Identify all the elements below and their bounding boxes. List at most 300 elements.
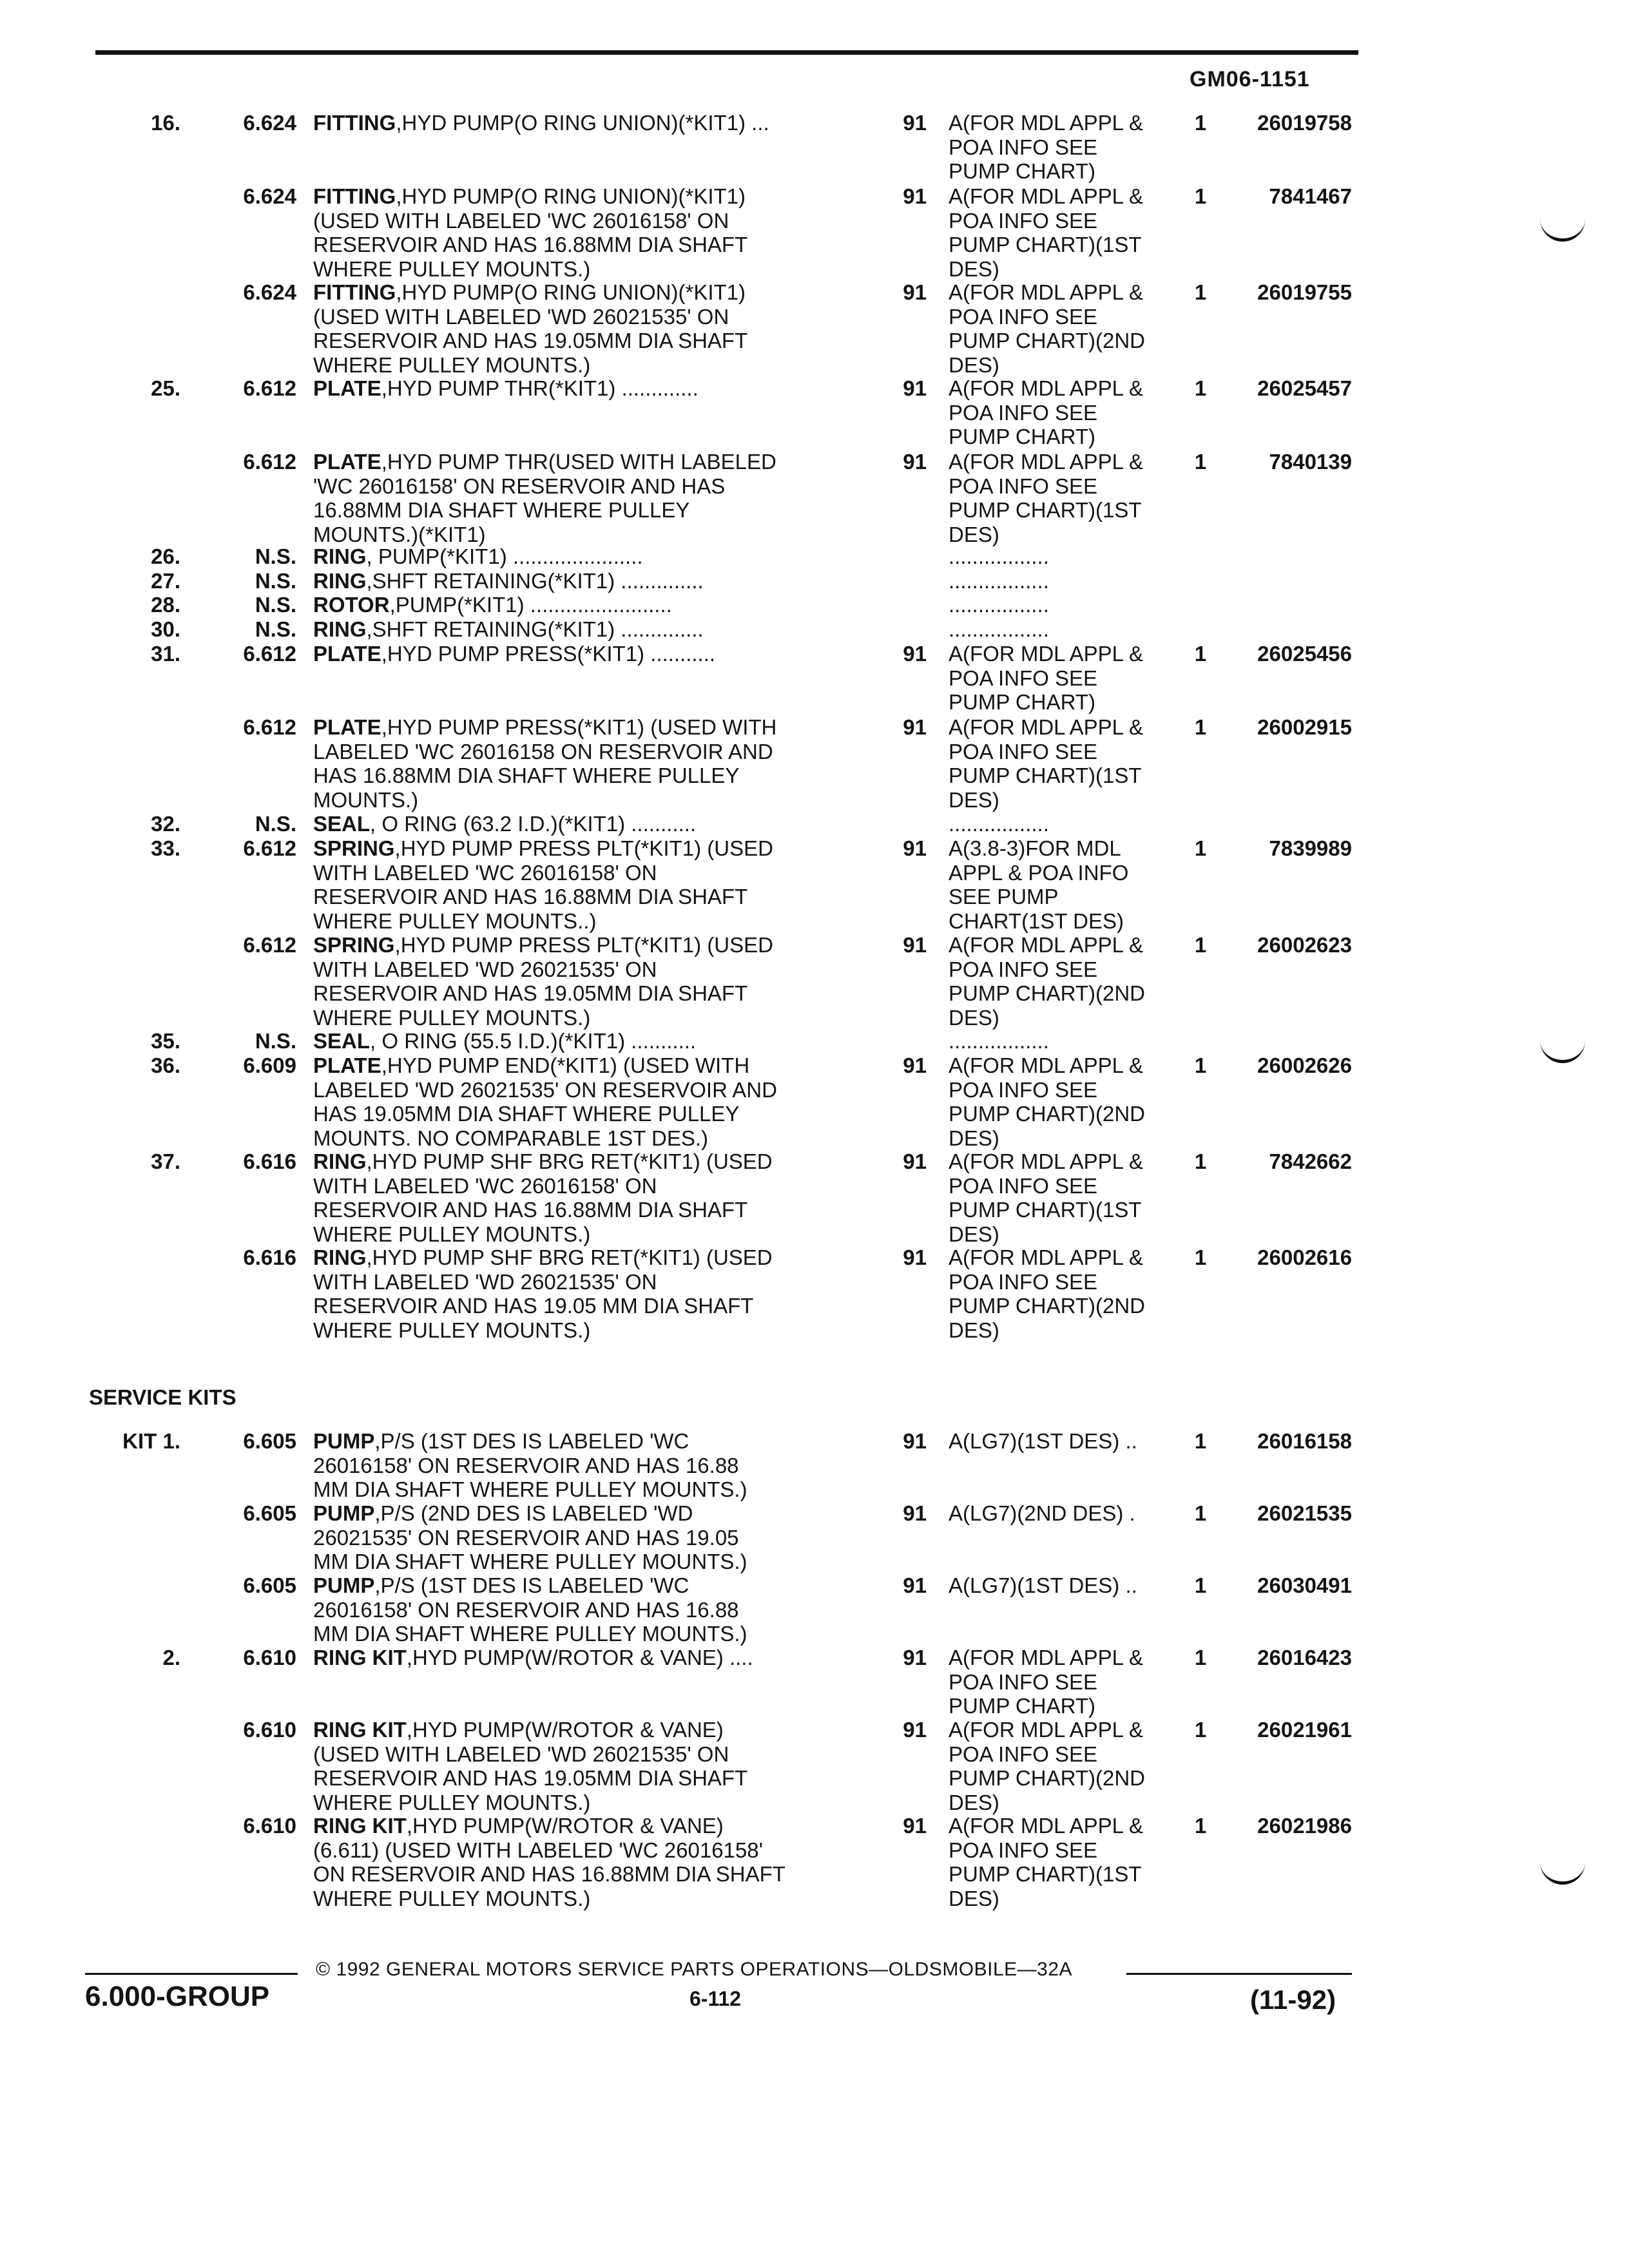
part-name: FITTING xyxy=(313,111,396,135)
part-description xyxy=(313,1029,874,1053)
description-line: , O RING (63.2 I.D.)(*KIT1) ........... xyxy=(370,812,697,836)
application-line: PUMP CHART) xyxy=(949,690,1095,714)
application-line: PUMP CHART)(2ND xyxy=(949,1766,1145,1790)
application-line: A(LG7)(1ST DES) .. xyxy=(949,1573,1137,1597)
description-line: WITH LABELED 'WC 26016158' ON xyxy=(313,860,657,885)
part-name: PUMP xyxy=(313,1501,375,1525)
part-number: 7840139 xyxy=(1269,450,1352,474)
group-number: 6.624 xyxy=(243,280,296,304)
description-line: WHERE PULLEY MOUNTS.) xyxy=(313,352,591,377)
application-line: POA INFO SEE xyxy=(949,1742,1098,1766)
model-year: 91 xyxy=(903,1646,927,1669)
quantity: 1 xyxy=(1194,1501,1207,1525)
part-description xyxy=(313,1814,874,1910)
application xyxy=(949,1149,1168,1246)
part-description xyxy=(313,544,874,569)
part-description xyxy=(313,569,874,593)
group-number: 6.612 xyxy=(243,450,296,474)
application-line: PUMP CHART)(1ST xyxy=(949,233,1142,256)
part-name: PUMP xyxy=(313,1429,375,1453)
group-number: 6.605 xyxy=(243,1429,296,1453)
description-line: ,P/S (1ST DES IS LABELED 'WC xyxy=(374,1429,689,1453)
part-name: FITTING xyxy=(313,280,396,304)
part-description xyxy=(313,1429,874,1502)
description-line: WHERE PULLEY MOUNTS.) xyxy=(313,1222,591,1246)
description-line: ,HYD PUMP THR(*KIT1) ............. xyxy=(381,376,699,400)
model-year: 91 xyxy=(903,1149,927,1173)
part-description xyxy=(313,617,874,642)
description-line: 26021535' ON RESERVOIR AND HAS 19.05 xyxy=(313,1525,739,1550)
application xyxy=(949,1718,1168,1814)
part-number: 26025457 xyxy=(1257,376,1352,400)
group-number: 6.612 xyxy=(243,836,296,860)
group-number: 6.616 xyxy=(243,1149,296,1173)
item-reference: 27. xyxy=(151,569,180,593)
part-number: 26021961 xyxy=(1257,1718,1352,1742)
application xyxy=(949,376,1168,449)
part-number: 26002915 xyxy=(1257,715,1352,739)
part-name: RING xyxy=(313,1245,367,1269)
part-number: 26002626 xyxy=(1257,1053,1352,1077)
part-description xyxy=(313,450,874,546)
item-reference: 37. xyxy=(151,1149,180,1173)
application xyxy=(949,1029,1168,1053)
description-line: ON RESERVOIR AND HAS 16.88MM DIA SHAFT xyxy=(313,1862,786,1886)
description-line: WHERE PULLEY MOUNTS.) xyxy=(313,1318,591,1342)
application-line: A(FOR MDL APPL & xyxy=(949,184,1143,208)
application-line: POA INFO SEE xyxy=(949,1669,1098,1694)
application-line: A(FOR MDL APPL & xyxy=(949,111,1143,135)
model-year: 91 xyxy=(903,376,927,400)
item-reference: 33. xyxy=(151,836,180,860)
quantity: 1 xyxy=(1194,836,1207,860)
group-number: 6.612 xyxy=(243,376,296,400)
part-name: PLATE xyxy=(313,1053,381,1077)
description-line: WHERE PULLEY MOUNTS.) xyxy=(313,1005,591,1030)
description-line: ,HYD PUMP PRESS PLT(*KIT1) (USED xyxy=(394,933,773,957)
model-year: 91 xyxy=(903,184,927,208)
quantity: 1 xyxy=(1194,1718,1207,1742)
part-name: SPRING xyxy=(313,836,395,860)
part-description xyxy=(313,642,874,666)
description-line: WITH LABELED 'WD 26021535' ON xyxy=(313,1269,657,1294)
part-description xyxy=(313,715,874,812)
group-number: 6.609 xyxy=(243,1053,296,1077)
part-name: SEAL xyxy=(313,1029,371,1053)
description-line: HAS 16.88MM DIA SHAFT WHERE PULLEY xyxy=(313,764,740,787)
application-line: DES) xyxy=(949,256,999,281)
item-reference: KIT 1. xyxy=(122,1429,180,1453)
description-line: ,HYD PUMP SHF BRG RET(*KIT1) (USED xyxy=(366,1245,773,1269)
group-number: N.S. xyxy=(255,812,296,836)
application-line: POA INFO SEE xyxy=(949,1173,1098,1198)
description-line: ,HYD PUMP END(*KIT1) (USED WITH xyxy=(381,1053,750,1077)
application-line: A(FOR MDL APPL & xyxy=(949,376,1143,400)
description-line: ,HYD PUMP SHF BRG RET(*KIT1) (USED xyxy=(366,1149,773,1173)
group-number: 6.605 xyxy=(243,1501,296,1525)
description-line: ,HYD PUMP(W/ROTOR & VANE) .... xyxy=(406,1646,753,1669)
part-description xyxy=(313,933,874,1030)
item-reference: 30. xyxy=(151,617,180,641)
application-line: POA INFO SEE xyxy=(949,135,1098,159)
document-id: GM06-1151 xyxy=(1190,67,1310,91)
part-name: RING KIT xyxy=(313,1718,407,1742)
quantity: 1 xyxy=(1194,1814,1207,1838)
part-number: 26025456 xyxy=(1257,642,1352,666)
description-line: MM DIA SHAFT WHERE PULLEY MOUNTS.) xyxy=(313,1550,747,1573)
item-reference: 16. xyxy=(151,111,180,135)
quantity: 1 xyxy=(1194,1245,1207,1269)
description-line: WHERE PULLEY MOUNTS.) xyxy=(313,1790,591,1814)
application-line: A(3.8-3)FOR MDL xyxy=(949,836,1121,860)
application xyxy=(949,1245,1168,1342)
group-number: 6.610 xyxy=(243,1814,296,1838)
part-description xyxy=(313,1646,874,1670)
model-year: 91 xyxy=(903,450,927,474)
part-name: SPRING xyxy=(313,933,395,957)
part-description xyxy=(313,111,874,135)
application-line: APPL & POA INFO xyxy=(949,860,1129,885)
part-number: 7842662 xyxy=(1269,1149,1352,1173)
part-description xyxy=(313,1053,874,1150)
part-name: PLATE xyxy=(313,450,381,474)
part-number: 26016423 xyxy=(1257,1646,1352,1669)
item-reference: 31. xyxy=(151,642,180,666)
model-year: 91 xyxy=(903,1573,927,1597)
application-line: ................. xyxy=(949,617,1049,641)
application-line: PUMP CHART)(1ST xyxy=(949,764,1142,787)
quantity: 1 xyxy=(1194,1053,1207,1077)
description-line: 26016158' ON RESERVOIR AND HAS 16.88 xyxy=(313,1453,739,1477)
description-line: (6.611) (USED WITH LABELED 'WC 26016158' xyxy=(313,1838,763,1862)
description-line: ,HYD PUMP PRESS(*KIT1) ........... xyxy=(381,642,716,666)
group-number: N.S. xyxy=(255,617,296,641)
quantity: 1 xyxy=(1194,1573,1207,1597)
application xyxy=(949,1573,1168,1598)
application xyxy=(949,933,1168,1030)
part-name: PUMP xyxy=(313,1573,375,1597)
application-line: POA INFO SEE xyxy=(949,304,1098,329)
footer-rule-left xyxy=(85,1973,298,1975)
application xyxy=(949,642,1168,715)
application-line: PUMP CHART)(2ND xyxy=(949,981,1145,1005)
application-line: A(FOR MDL APPL & xyxy=(949,450,1143,474)
application-line: POA INFO SEE xyxy=(949,666,1098,690)
application xyxy=(949,280,1168,377)
application-line: POA INFO SEE xyxy=(949,400,1098,425)
application-line: A(FOR MDL APPL & xyxy=(949,1245,1143,1269)
description-line: WHERE PULLEY MOUNTS.) xyxy=(313,1886,591,1910)
part-name: RING xyxy=(313,617,367,641)
part-name: RING xyxy=(313,569,367,593)
application-line: PUMP CHART) xyxy=(949,425,1095,448)
model-year: 91 xyxy=(903,836,927,860)
application xyxy=(949,1053,1168,1150)
application-line: A(FOR MDL APPL & xyxy=(949,1053,1143,1077)
quantity: 1 xyxy=(1194,280,1207,304)
model-year: 91 xyxy=(903,1814,927,1838)
application-line: A(LG7)(1ST DES) .. xyxy=(949,1429,1137,1453)
application-line: POA INFO SEE xyxy=(949,739,1098,764)
part-name: ROTOR xyxy=(313,593,390,617)
description-line: ,P/S (1ST DES IS LABELED 'WC xyxy=(374,1573,689,1597)
group-number: N.S. xyxy=(255,544,296,568)
group-number: N.S. xyxy=(255,593,296,617)
part-description xyxy=(313,1501,874,1574)
description-line: HAS 19.05MM DIA SHAFT WHERE PULLEY xyxy=(313,1102,740,1126)
part-number: 26030491 xyxy=(1257,1573,1352,1597)
application-line: A(FOR MDL APPL & xyxy=(949,1718,1143,1742)
model-year: 91 xyxy=(903,1245,927,1269)
group-number: 6.612 xyxy=(243,933,296,957)
application-line: SEE PUMP xyxy=(949,885,1059,908)
application-line: DES) xyxy=(949,1005,999,1030)
item-reference: 26. xyxy=(151,544,180,568)
item-reference: 2. xyxy=(162,1646,180,1669)
description-line: ,HYD PUMP(O RING UNION)(*KIT1) ... xyxy=(396,111,769,135)
quantity: 1 xyxy=(1194,184,1207,208)
item-reference: 35. xyxy=(151,1029,180,1053)
application-line: POA INFO SEE xyxy=(949,474,1098,498)
description-line: ,HYD PUMP(W/ROTOR & VANE) xyxy=(406,1814,724,1838)
application-line: A(FOR MDL APPL & xyxy=(949,1149,1143,1173)
part-number: 26019758 xyxy=(1257,111,1352,135)
part-number: 26019755 xyxy=(1257,280,1352,304)
group-number: 6.624 xyxy=(243,184,296,208)
part-number: 26002623 xyxy=(1257,933,1352,957)
part-description xyxy=(313,280,874,377)
group-number: 6.610 xyxy=(243,1646,296,1669)
description-line: , PUMP(*KIT1) ...................... xyxy=(366,544,643,568)
application xyxy=(949,184,1168,281)
item-reference: 32. xyxy=(151,812,180,836)
quantity: 1 xyxy=(1194,111,1207,135)
part-name: FITTING xyxy=(313,184,396,208)
group-number: N.S. xyxy=(255,569,296,593)
application-line: A(FOR MDL APPL & xyxy=(949,1646,1143,1669)
application-line: A(FOR MDL APPL & xyxy=(949,642,1143,666)
description-line: ,HYD PUMP PRESS(*KIT1) (USED WITH xyxy=(381,715,777,739)
quantity: 1 xyxy=(1194,450,1207,474)
application xyxy=(949,1646,1168,1718)
description-line: (USED WITH LABELED 'WC 26016158' ON xyxy=(313,208,729,233)
application-line: POA INFO SEE xyxy=(949,1077,1098,1102)
description-line: MOUNTS.)(*KIT1) xyxy=(313,522,486,546)
part-description xyxy=(313,1149,874,1246)
application-line: ................. xyxy=(949,593,1049,617)
part-name: RING KIT xyxy=(313,1646,407,1669)
description-line: RESERVOIR AND HAS 16.88MM DIA SHAFT xyxy=(313,885,748,908)
model-year: 91 xyxy=(903,1718,927,1742)
part-name: PLATE xyxy=(313,642,381,666)
part-number: 26002616 xyxy=(1257,1245,1352,1269)
part-name: PLATE xyxy=(313,376,381,400)
application-line: PUMP CHART)(1ST xyxy=(949,1862,1142,1886)
group-number: 6.624 xyxy=(243,111,296,135)
footer-date: (11-92) xyxy=(1250,1984,1336,2015)
application-line: PUMP CHART)(2ND xyxy=(949,329,1145,352)
model-year: 91 xyxy=(903,933,927,957)
item-reference: 28. xyxy=(151,593,180,617)
description-line: ,HYD PUMP(W/ROTOR & VANE) xyxy=(406,1718,724,1742)
application xyxy=(949,544,1168,569)
application-line: DES) xyxy=(949,1222,999,1246)
application-line: PUMP CHART)(1ST xyxy=(949,1198,1142,1222)
quantity: 1 xyxy=(1194,1429,1207,1453)
part-description xyxy=(313,376,874,401)
application-line: A(LG7)(2ND DES) . xyxy=(949,1501,1135,1525)
model-year: 91 xyxy=(903,280,927,304)
application-line: DES) xyxy=(949,1318,999,1342)
application-line: DES) xyxy=(949,522,999,546)
part-description xyxy=(313,593,874,617)
description-line: MOUNTS.) xyxy=(313,787,419,812)
description-line: RESERVOIR AND HAS 19.05MM DIA SHAFT xyxy=(313,329,748,352)
item-reference: 25. xyxy=(151,376,180,400)
description-line: MM DIA SHAFT WHERE PULLEY MOUNTS.) xyxy=(313,1477,747,1501)
application-line: PUMP CHART) xyxy=(949,159,1095,183)
application xyxy=(949,836,1168,933)
group-number: 6.605 xyxy=(243,1573,296,1597)
description-line: ,HYD PUMP THR(USED WITH LABELED xyxy=(381,450,776,474)
part-name: RING xyxy=(313,1149,367,1173)
quantity: 1 xyxy=(1194,933,1207,957)
group-number: 6.610 xyxy=(243,1718,296,1742)
quantity: 1 xyxy=(1194,1149,1207,1173)
application-line: CHART(1ST DES) xyxy=(949,908,1124,933)
application xyxy=(949,1429,1168,1454)
description-line: 16.88MM DIA SHAFT WHERE PULLEY xyxy=(313,498,690,522)
application-line: A(FOR MDL APPL & xyxy=(949,715,1143,739)
application-line: PUMP CHART) xyxy=(949,1694,1095,1718)
description-line: RESERVOIR AND HAS 19.05MM DIA SHAFT xyxy=(313,981,748,1005)
part-number: 26021986 xyxy=(1257,1814,1352,1838)
item-reference: 36. xyxy=(151,1053,180,1077)
description-line: , O RING (55.5 I.D.)(*KIT1) ........... xyxy=(370,1029,697,1053)
footer-copyright: © 1992 GENERAL MOTORS SERVICE PARTS OPERATIONS—OLDSMOBILE—32A xyxy=(316,1959,1073,1980)
group-number: 6.612 xyxy=(243,715,296,739)
group-number: 6.616 xyxy=(243,1245,296,1269)
model-year: 91 xyxy=(903,1053,927,1077)
application-line: ................. xyxy=(949,544,1049,568)
part-description xyxy=(313,812,874,836)
model-year: 91 xyxy=(903,1429,927,1453)
part-number: 7839989 xyxy=(1269,836,1352,860)
model-year: 91 xyxy=(903,642,927,666)
part-description xyxy=(313,184,874,281)
model-year: 91 xyxy=(903,111,927,135)
group-number: 6.612 xyxy=(243,642,296,666)
model-year: 91 xyxy=(903,1501,927,1525)
part-number: 26021535 xyxy=(1257,1501,1352,1525)
description-line: MOUNTS. NO COMPARABLE 1ST DES.) xyxy=(313,1126,709,1150)
part-number: 7841467 xyxy=(1269,184,1352,208)
description-line: 26016158' ON RESERVOIR AND HAS 16.88 xyxy=(313,1597,739,1622)
application-line: POA INFO SEE xyxy=(949,1269,1098,1294)
application-line: POA INFO SEE xyxy=(949,1838,1098,1862)
description-line: RESERVOIR AND HAS 19.05MM DIA SHAFT xyxy=(313,1766,748,1790)
application xyxy=(949,617,1168,642)
application-line: A(FOR MDL APPL & xyxy=(949,1814,1143,1838)
description-line: WHERE PULLEY MOUNTS..) xyxy=(313,908,597,933)
application-line: PUMP CHART)(2ND xyxy=(949,1102,1145,1126)
description-line: ,HYD PUMP(O RING UNION)(*KIT1) xyxy=(396,184,746,208)
group-number: N.S. xyxy=(255,1029,296,1053)
application xyxy=(949,812,1168,836)
quantity: 1 xyxy=(1194,715,1207,739)
description-line: WITH LABELED 'WD 26021535' ON xyxy=(313,957,657,981)
quantity: 1 xyxy=(1194,1646,1207,1669)
application-line: A(FOR MDL APPL & xyxy=(949,933,1143,957)
application-line: DES) xyxy=(949,352,999,377)
application-line: PUMP CHART)(1ST xyxy=(949,498,1142,522)
application xyxy=(949,593,1168,617)
part-name: SEAL xyxy=(313,812,371,836)
description-line: 'WC 26016158' ON RESERVOIR AND HAS xyxy=(313,474,726,498)
description-line: (USED WITH LABELED 'WD 26021535' ON xyxy=(313,304,729,329)
part-description xyxy=(313,836,874,933)
part-number: 26016158 xyxy=(1257,1429,1352,1453)
application-line: ................. xyxy=(949,812,1049,836)
description-line: MM DIA SHAFT WHERE PULLEY MOUNTS.) xyxy=(313,1622,747,1646)
application-line: POA INFO SEE xyxy=(949,957,1098,981)
description-line: ,HYD PUMP(O RING UNION)(*KIT1) xyxy=(396,280,746,304)
application-line: DES) xyxy=(949,1126,999,1150)
description-line: ,PUMP(*KIT1) ........................ xyxy=(389,593,672,617)
part-name: PLATE xyxy=(313,715,381,739)
application xyxy=(949,569,1168,593)
footer-group: 6.000-GROUP xyxy=(85,1981,270,2012)
application xyxy=(949,715,1168,812)
description-line: WITH LABELED 'WC 26016158' ON xyxy=(313,1173,657,1198)
part-name: RING KIT xyxy=(313,1814,407,1838)
part-description xyxy=(313,1718,874,1814)
application xyxy=(949,450,1168,546)
description-line: RESERVOIR AND HAS 16.88MM DIA SHAFT xyxy=(313,1198,748,1222)
application-line: POA INFO SEE xyxy=(949,208,1098,233)
description-line: RESERVOIR AND HAS 19.05 MM DIA SHAFT xyxy=(313,1294,754,1318)
application-line: PUMP CHART)(2ND xyxy=(949,1294,1145,1318)
description-line: ,P/S (2ND DES IS LABELED 'WD xyxy=(374,1501,693,1525)
description-line: LABELED 'WD 26021535' ON RESERVOIR AND xyxy=(313,1077,777,1102)
description-line: WHERE PULLEY MOUNTS.) xyxy=(313,256,591,281)
service-kits-heading: SERVICE KITS xyxy=(89,1385,236,1409)
part-description xyxy=(313,1573,874,1646)
application-line: A(FOR MDL APPL & xyxy=(949,280,1143,304)
description-line: RESERVOIR AND HAS 16.88MM DIA SHAFT xyxy=(313,233,748,256)
application-line: DES) xyxy=(949,787,999,812)
description-line: (USED WITH LABELED 'WD 26021535' ON xyxy=(313,1742,729,1766)
description-line: LABELED 'WC 26016158 ON RESERVOIR AND xyxy=(313,739,773,764)
application-line: ................. xyxy=(949,569,1049,593)
application-line: DES) xyxy=(949,1790,999,1814)
application xyxy=(949,1814,1168,1910)
part-description xyxy=(313,1245,874,1342)
application xyxy=(949,1501,1168,1526)
footer-page-number: 6-112 xyxy=(689,1987,742,2010)
quantity: 1 xyxy=(1194,376,1207,400)
quantity: 1 xyxy=(1194,642,1207,666)
application-line: ................. xyxy=(949,1029,1049,1053)
part-name: RING xyxy=(313,544,367,568)
application xyxy=(949,111,1168,184)
model-year: 91 xyxy=(903,715,927,739)
footer-rule-right xyxy=(1126,1973,1352,1975)
description-line: ,SHFT RETAINING(*KIT1) .............. xyxy=(366,617,704,641)
description-line: ,HYD PUMP PRESS PLT(*KIT1) (USED xyxy=(394,836,773,860)
description-line: ,SHFT RETAINING(*KIT1) .............. xyxy=(366,569,704,593)
application-line: DES) xyxy=(949,1886,999,1910)
